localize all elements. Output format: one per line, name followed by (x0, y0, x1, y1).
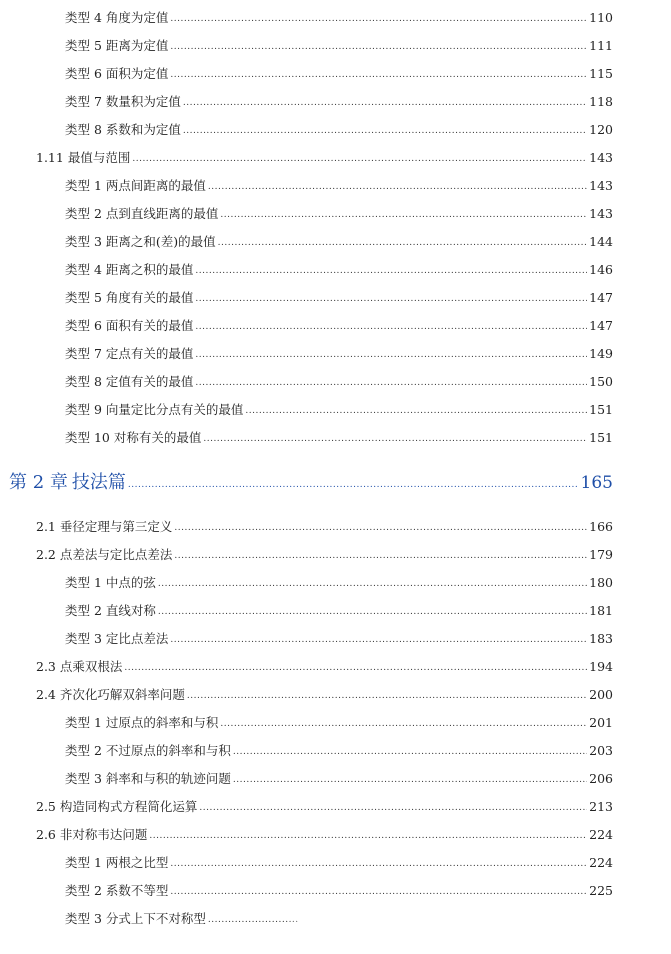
toc-leader-dots (158, 604, 587, 620)
toc-entry-title: 类型 5 距离为定值 (65, 38, 169, 53)
toc-subsection-entry (65, 178, 613, 196)
toc-entry-title: 类型 1 两点间距离的最值 (65, 178, 206, 193)
toc-entry-title: 类型 10 对称有关的最值 (65, 430, 202, 445)
toc-subsection-entry (65, 318, 613, 336)
toc-leader-dots (195, 347, 587, 363)
toc-subsection-entry (65, 430, 613, 448)
toc-entry-title: 类型 2 点到直线距离的最值 (65, 206, 219, 221)
toc-section-entry (36, 687, 613, 705)
toc-leader-dots (170, 632, 587, 648)
toc-entry-title: 类型 7 数量积为定值 (65, 94, 181, 109)
toc-subsection-entry (65, 10, 613, 28)
toc-subsection-entry (65, 603, 613, 621)
toc-section-entry (36, 659, 613, 677)
toc-page-number: 149 (589, 346, 613, 361)
toc-entry-number: 2.5 (36, 799, 56, 814)
toc-entry-title: 类型 2 系数不等型 (65, 883, 169, 898)
toc-entry-title: 类型 4 距离之积的最值 (65, 262, 194, 277)
toc-subsection-entry (65, 855, 613, 873)
toc-entry-title: 类型 1 两根之比型 (65, 855, 169, 870)
toc-subsection-entry (65, 374, 613, 392)
toc-subsection-entry (65, 743, 613, 761)
toc-page-number: 200 (589, 687, 613, 702)
toc-entry-title: 类型 8 定值有关的最值 (65, 374, 194, 389)
toc-page-number: 201 (589, 715, 613, 730)
toc-subsection-entry (65, 66, 613, 84)
toc-entry-title: 类型 3 斜率和与积的轨迹问题 (65, 771, 231, 786)
toc-leader-dots (174, 520, 587, 536)
toc-leader-dots (170, 67, 587, 83)
toc-subsection-entry (65, 771, 613, 789)
toc-page-number: 151 (589, 402, 613, 417)
toc-page-number: 143 (589, 150, 613, 165)
toc-entry-title: 类型 1 过原点的斜率和与积 (65, 715, 219, 730)
toc-page-number: 194 (589, 659, 613, 674)
toc-page-number: 213 (589, 799, 613, 814)
toc-section-entry (36, 150, 613, 168)
toc-page-number: 110 (589, 10, 613, 25)
toc-entry-title: 垂径定理与第三定义 (59, 519, 173, 534)
toc-entry-title: 类型 6 面积有关的最值 (65, 318, 194, 333)
toc-subsection-entry (65, 883, 613, 901)
toc-leader-dots (158, 576, 587, 592)
toc-page-number: 150 (589, 374, 613, 389)
toc-page-number: 120 (589, 122, 613, 137)
toc-entry-title: 构造同构式方程简化运算 (59, 799, 198, 814)
toc-page-number: 206 (589, 771, 613, 786)
toc-leader-dots (220, 207, 587, 223)
toc-entry-title: 类型 5 角度有关的最值 (65, 290, 194, 305)
toc-entry-title: 类型 9 向量定比分点有关的最值 (65, 402, 244, 417)
toc-page-number: 143 (589, 178, 613, 193)
toc-page-number: 115 (589, 66, 613, 81)
toc-entry-number: 2.4 (36, 687, 56, 702)
toc-entry-number: 1.11 (36, 150, 64, 165)
toc-section-entry (36, 519, 613, 537)
toc-page-number: 225 (589, 883, 613, 898)
toc-page-number: 143 (589, 206, 613, 221)
toc-leader-dots (183, 123, 587, 139)
toc-page-number: 183 (589, 631, 613, 646)
toc-subsection-entry (65, 911, 301, 929)
toc-subsection-entry (65, 206, 613, 224)
toc-leader-dots (170, 856, 587, 872)
toc-leader-dots (170, 39, 587, 55)
toc-leader-dots (132, 151, 587, 167)
toc-page-number: 147 (589, 318, 613, 333)
toc-leader-dots (187, 688, 587, 704)
toc-entry-title: 类型 8 系数和为定值 (65, 122, 181, 137)
toc-leader-dots (218, 235, 587, 251)
toc-leader-dots (128, 473, 579, 497)
toc-entry-number: 2.6 (36, 827, 56, 842)
toc-section-entry (36, 547, 613, 565)
toc-leader-dots (195, 319, 587, 335)
page-fade-edge (285, 900, 345, 950)
toc-section-entry (36, 799, 613, 817)
toc-page-number: 147 (589, 290, 613, 305)
toc-page-number: 111 (589, 38, 613, 53)
toc-entry-title: 类型 2 直线对称 (65, 603, 156, 618)
toc-leader-dots (233, 772, 587, 788)
toc-entry-title: 类型 7 定点有关的最值 (65, 346, 194, 361)
toc-section-entry (36, 827, 613, 845)
toc-subsection-entry (65, 94, 613, 112)
toc-page-number: 144 (589, 234, 613, 249)
toc-entry-title: 点乘双根法 (59, 659, 123, 674)
toc-entry-title: 类型 3 距离之和(差)的最值 (65, 234, 216, 249)
toc-subsection-entry (65, 715, 613, 733)
toc-entry-title: 类型 3 分式上下不对称型 (65, 911, 206, 926)
toc-leader-dots (124, 660, 587, 676)
toc-entry-title: 技法篇 (71, 472, 126, 493)
toc-subsection-entry (65, 122, 613, 140)
toc-page-number: 181 (589, 603, 613, 618)
toc-leader-dots (245, 403, 587, 419)
toc-entry-number: 2.1 (36, 519, 56, 534)
toc-entry-title: 类型 4 角度为定值 (65, 10, 169, 25)
toc-subsection-entry (65, 262, 613, 280)
toc-page-number: 179 (589, 547, 613, 562)
toc-entry-title: 齐次化巧解双斜率问题 (59, 687, 185, 702)
toc-entry-title: 点差法与定比点差法 (59, 547, 173, 562)
toc-leader-dots (170, 11, 587, 27)
toc-page-number: 224 (589, 855, 613, 870)
toc-entry-number: 第 2 章 (9, 472, 68, 493)
toc-leader-dots (195, 263, 587, 279)
toc-leader-dots (203, 431, 587, 447)
toc-subsection-entry (65, 290, 613, 308)
toc-leader-dots (233, 744, 587, 760)
toc-page-number: 203 (589, 743, 613, 758)
toc-leader-dots (174, 548, 587, 564)
toc-leader-dots (170, 884, 587, 900)
toc-page-number: 180 (589, 575, 613, 590)
toc-entry-title: 类型 6 面积为定值 (65, 66, 169, 81)
toc-entry-number: 2.3 (36, 659, 56, 674)
toc-page-number: 165 (580, 473, 613, 493)
toc-entry-title: 类型 3 定比点差法 (65, 631, 169, 646)
toc-subsection-entry (65, 575, 613, 593)
toc-subsection-entry (65, 631, 613, 649)
toc-entry-number: 2.2 (36, 547, 56, 562)
toc-entry-title: 最值与范围 (67, 150, 131, 165)
toc-leader-dots (183, 95, 587, 111)
toc-entry-title: 非对称韦达问题 (59, 827, 148, 842)
toc-entry-title: 类型 2 不过原点的斜率和与积 (65, 743, 231, 758)
toc-page-number: 224 (589, 827, 613, 842)
toc-subsection-entry (65, 346, 613, 364)
toc-subsection-entry (65, 38, 613, 56)
toc-leader-dots (149, 828, 587, 844)
toc-leader-dots (208, 179, 587, 195)
toc-chapter-entry (9, 471, 613, 498)
toc-leader-dots (199, 800, 587, 816)
toc-entry-title: 类型 1 中点的弦 (65, 575, 156, 590)
toc-leader-dots (195, 375, 587, 391)
toc-leader-dots (220, 716, 587, 732)
toc-subsection-entry (65, 234, 613, 252)
toc-subsection-entry (65, 402, 613, 420)
toc-leader-dots (195, 291, 587, 307)
toc-page-number: 151 (589, 430, 613, 445)
toc-page-number: 166 (589, 519, 613, 534)
toc-page-number: 146 (589, 262, 613, 277)
toc-page-number: 118 (589, 94, 613, 109)
